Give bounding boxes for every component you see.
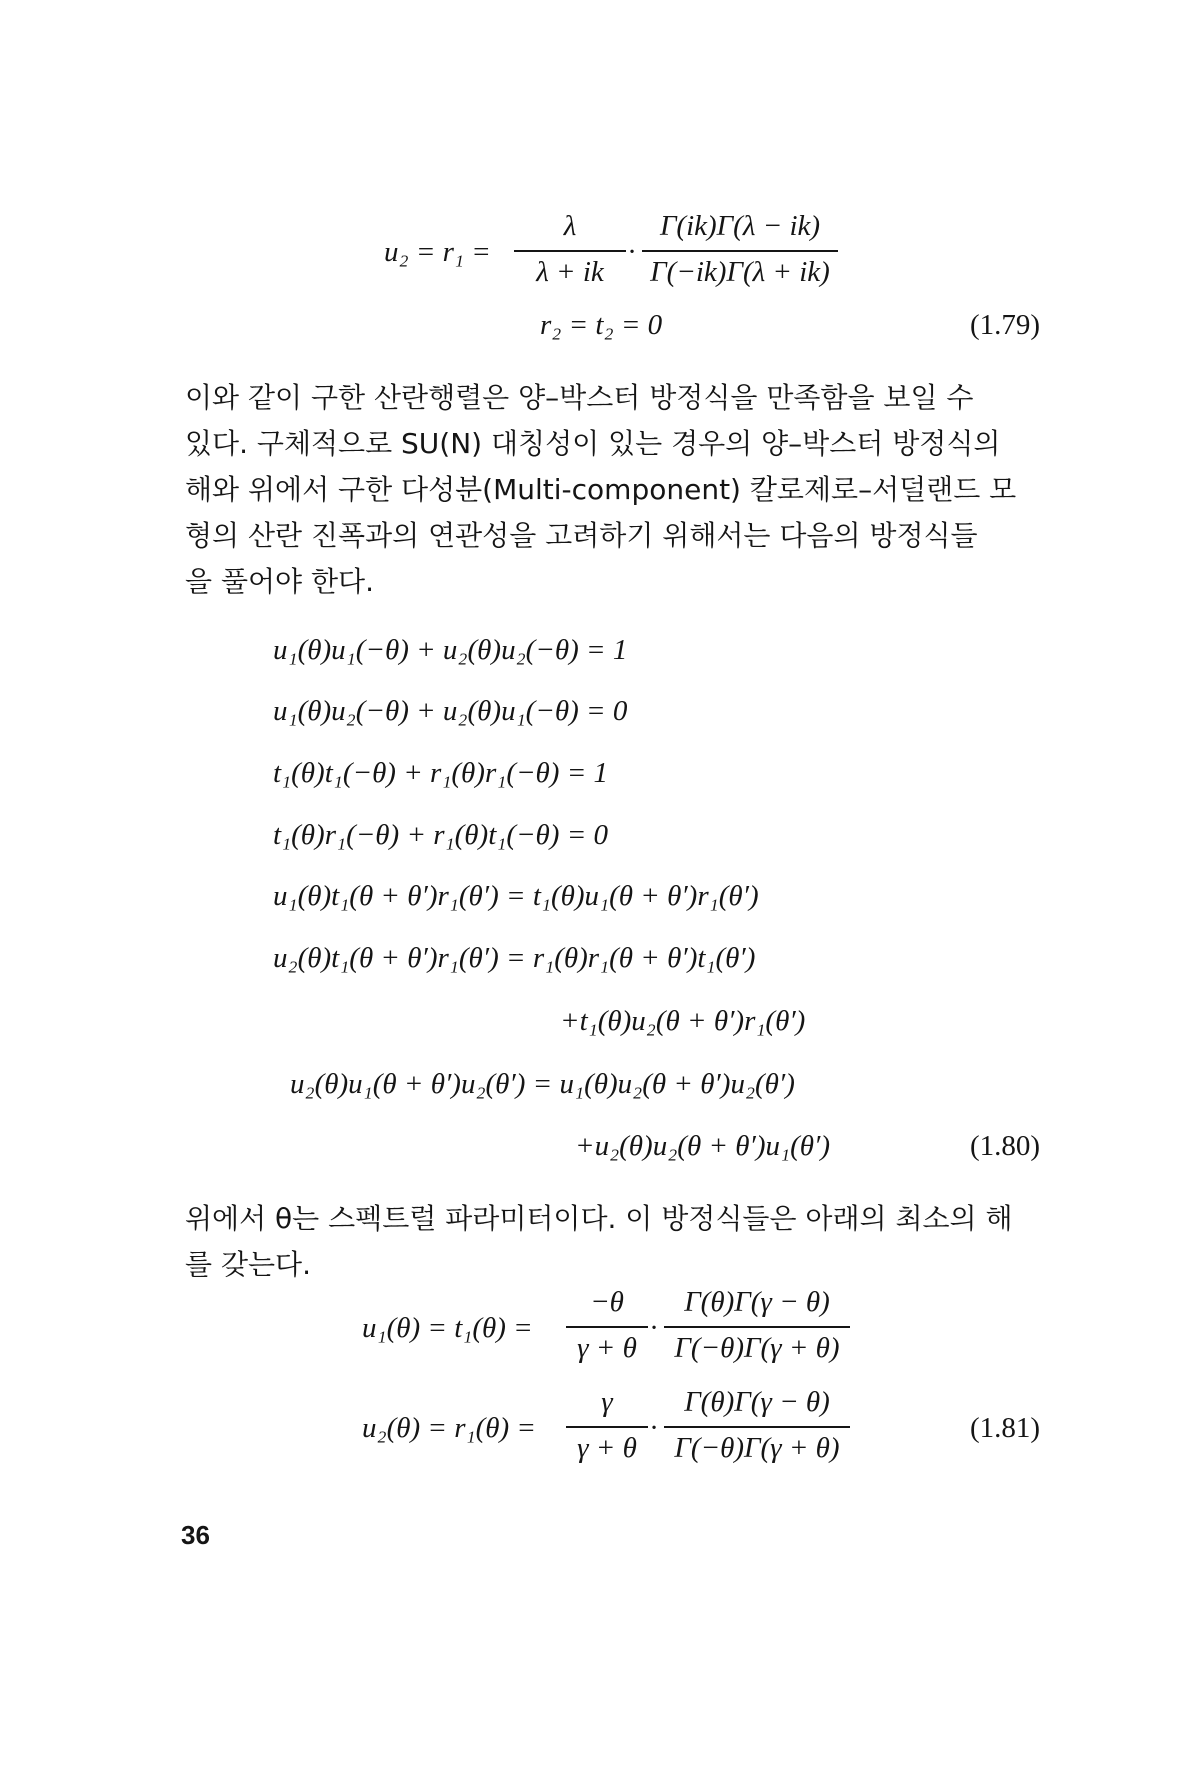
paragraph-line: 를 갖는다.	[185, 1248, 311, 1281]
eq-1-80-line: u₂(θ)t₁(θ + θ′)r₁(θ′) = r₁(θ)r₁(θ + θ′)t₁(θ′)	[273, 942, 756, 974]
fraction-numerator: λ	[563, 210, 577, 242]
eq-1-79-fraction-2	[642, 210, 838, 289]
paragraph-line: 형의 산란 진폭과의 연관성을 고려하기 위해서는 다음의 방정식들	[185, 519, 978, 552]
fraction-bar	[664, 1326, 850, 1328]
eq-1-81-row-1-lhs: u₁(θ) = t₁(θ) =	[362, 1312, 533, 1344]
fraction-denominator: γ + θ	[577, 1332, 637, 1364]
fraction-denominator: Γ(−θ)Γ(γ + θ)	[674, 1332, 840, 1364]
eq-1-81-row-1-fraction-1	[566, 1286, 648, 1365]
paragraph-2	[185, 1196, 1065, 1288]
eq-1-79-lhs: u₂ = r₁ =	[384, 236, 491, 268]
fraction-numerator: γ	[601, 1386, 613, 1418]
eq-1-80-line: u₂(θ)u₁(θ + θ′)u₂(θ′) = u₁(θ)u₂(θ + θ′)u₂(θ′)	[290, 1068, 795, 1100]
eq-1-80-line: u₁(θ)u₁(−θ) + u₂(θ)u₂(−θ) = 1	[273, 634, 628, 666]
eq-1-80-line: t₁(θ)r₁(−θ) + r₁(θ)t₁(−θ) = 0	[273, 819, 609, 851]
eq-1-81-row-2-fraction-2	[664, 1386, 850, 1465]
eq-1-79-fraction-1	[514, 210, 626, 289]
paragraph-line: 있다. 구체적으로 SU(N) 대칭성이 있는 경우의 양–박스터 방정식의	[185, 427, 1001, 460]
eq-1-81-row-2-dot: ·	[650, 1412, 658, 1444]
eq-1-81-row-2-lhs: u₂(θ) = r₁(θ) =	[362, 1412, 536, 1444]
page-number: 36	[181, 1520, 210, 1550]
eq-1-80-line: u₁(θ)t₁(θ + θ′)r₁(θ′) = t₁(θ)u₁(θ + θ′)r₁(θ′)	[273, 880, 759, 912]
fraction-numerator: Γ(ik)Γ(λ − ik)	[659, 210, 821, 242]
fraction-numerator: −θ	[590, 1286, 624, 1318]
equation-number-1-80: (1.80)	[970, 1130, 1041, 1162]
fraction-denominator: Γ(−ik)Γ(λ + ik)	[650, 256, 830, 288]
eq-1-80-line: t₁(θ)t₁(−θ) + r₁(θ)r₁(−θ) = 1	[273, 757, 609, 789]
equation-number-1-81: (1.81)	[970, 1412, 1041, 1444]
fraction-bar	[514, 250, 626, 252]
eq-1-79-line-2: r₂ = t₂ = 0	[540, 309, 663, 341]
equation-number-1-79: (1.79)	[970, 309, 1041, 341]
fraction-numerator: Γ(θ)Γ(γ − θ)	[684, 1386, 830, 1418]
fraction-numerator: Γ(θ)Γ(γ − θ)	[684, 1286, 830, 1318]
eq-1-80-line: +u₂(θ)u₂(θ + θ′)u₁(θ′)	[575, 1130, 830, 1162]
paragraph-line: 이와 같이 구한 산란행렬은 양–박스터 방정식을 만족함을 보일 수	[185, 381, 974, 414]
fraction-bar	[642, 250, 838, 252]
fraction-denominator: γ + θ	[577, 1432, 637, 1464]
paragraph-line: 위에서 θ는 스펙트럴 파라미터이다. 이 방정식들은 아래의 최소의 해	[185, 1202, 1013, 1235]
fraction-bar	[566, 1426, 648, 1428]
fraction-bar	[566, 1326, 648, 1328]
eq-1-80-line: +t₁(θ)u₂(θ + θ′)r₁(θ′)	[560, 1005, 806, 1037]
eq-1-79-dot: ·	[628, 236, 636, 268]
eq-1-81-row-1-fraction-2	[664, 1286, 850, 1365]
fraction-denominator: Γ(−θ)Γ(γ + θ)	[674, 1432, 840, 1464]
fraction-bar	[664, 1426, 850, 1428]
eq-1-80-line: u₁(θ)u₂(−θ) + u₂(θ)u₁(−θ) = 0	[273, 695, 628, 727]
paragraph-line: 해와 위에서 구한 다성분(Multi-component) 칼로제로–서덜랜드 모	[185, 473, 1017, 506]
eq-1-81-row-2-fraction-1	[566, 1386, 648, 1465]
eq-1-81-row-1-dot: ·	[650, 1312, 658, 1344]
fraction-denominator: λ + ik	[536, 256, 604, 288]
paragraph-1	[185, 375, 1065, 605]
paragraph-line: 을 풀어야 한다.	[185, 565, 374, 598]
